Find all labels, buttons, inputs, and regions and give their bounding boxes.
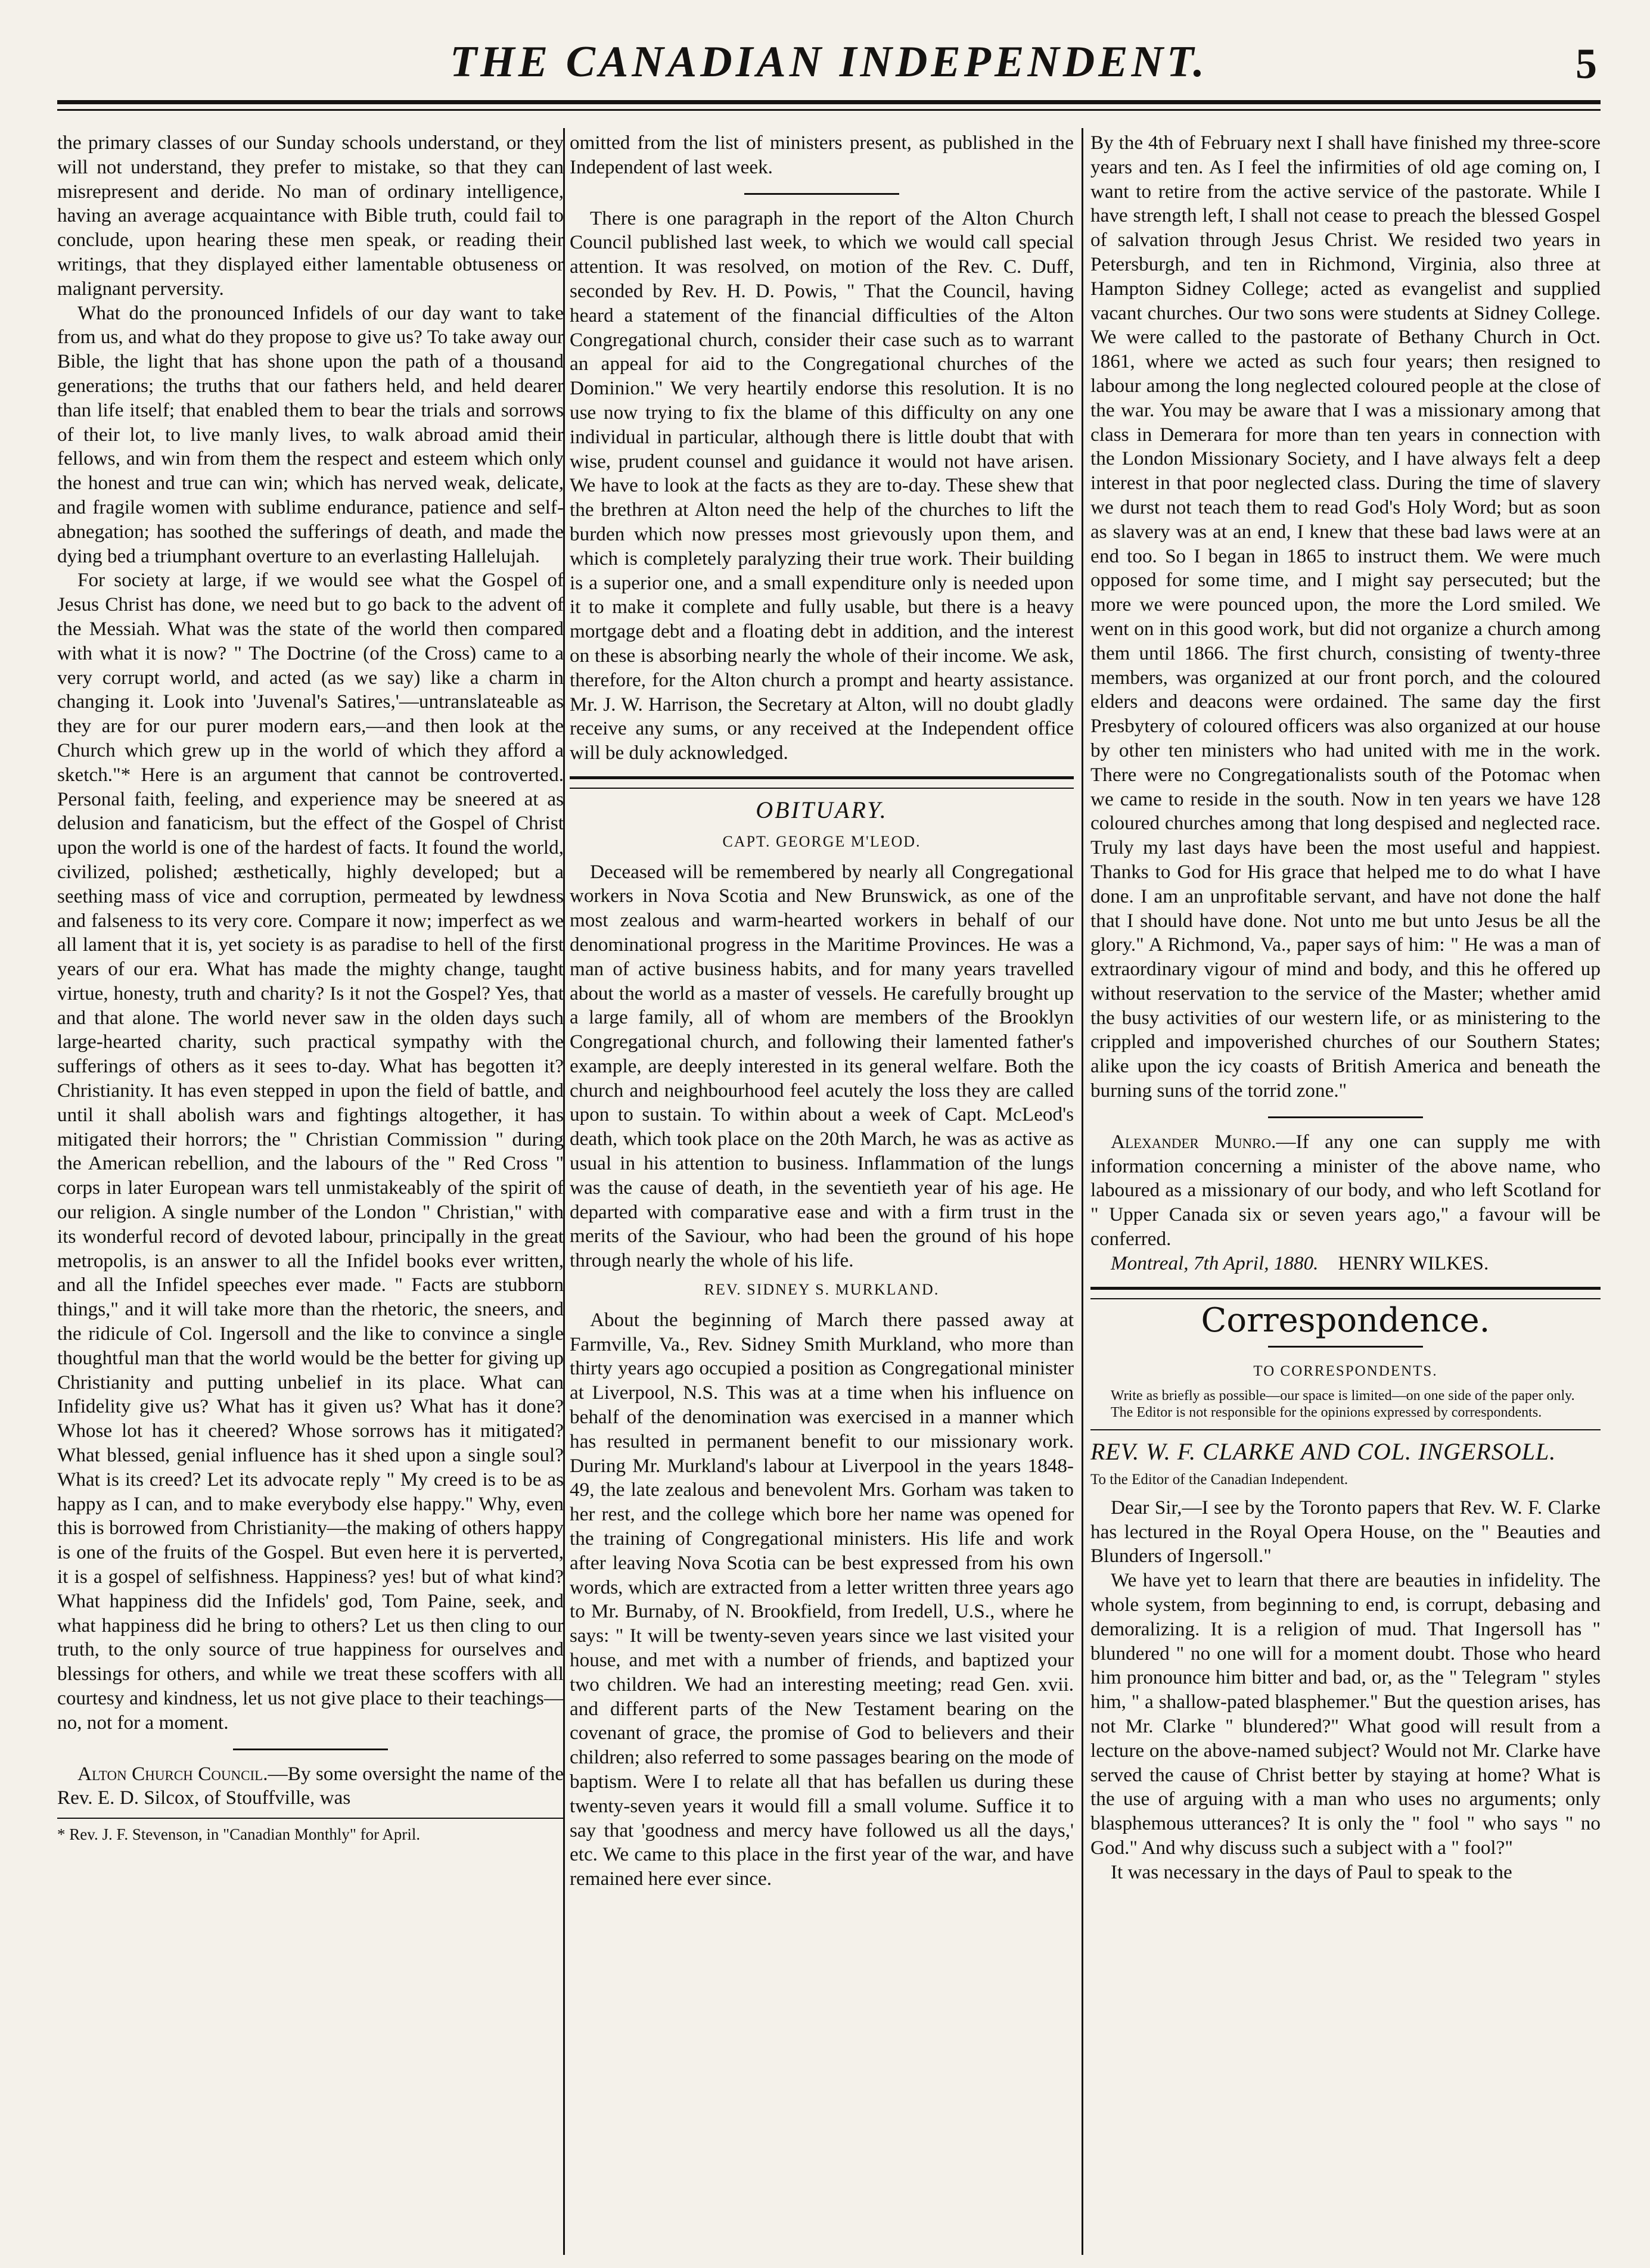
footnote: * Rev. J. F. Stevenson, in "Canadian Monthly" for April. [57, 1818, 564, 1844]
letter-salutation-line: To the Editor of the Canadian Independent. [1090, 1471, 1348, 1488]
section-rule-double-thin [570, 788, 1074, 789]
column-1 [57, 131, 564, 2240]
header-rule-thin [57, 109, 1601, 111]
section-rule-double [1090, 1287, 1601, 1290]
col3-paragraph-1: By the 4th of February next I shall have finished my three-score years and ten. As I feel the infirmities of old age coming on, I want to retire from the active service of the pastorate. While I have strength left, I shall not cease to preach the blessed Gospel of salvation through Jesus Christ. We resided two years in Petersburgh, and ten in Richmond, Virginia, also three at Hampton Sidney College; acted as evangelist and supplied vacant churches. Our two sons were students at Sidney College. We were called to the pastorate of Bethany Church in Oct. 1861, where we acted as such four years; then resigned to labour among the long neglected coloured people at the close of the war. You may be aware that I was a missionary among that class in Demerara for more than ten years in connection with the London Missionary Society, and I have always felt a deep interest in that poor neglected class. During the time of slavery we durst not teach them to read God's Holy Word; but as soon as slavery was at an end, I knew that these bad laws were at an end too. So I began in 1865 to instruct them. We were much opposed for some time, and I might say persecuted; but the more we were pounced upon, the more the Lord smiled. We went on in this good work, but did not organize a church among them until 1866. The first church, consisting of twenty-three members, was organized at our front porch, and the coloured elders and deacons were ordained. The same day the first Presbytery of coloured officers was also organized at our house by other ten ministers who had united with me in the work. There were no Congregationalists south of the Potomac when we came to reside in the south. Now in ten years we have 128 coloured churches among that long despised and neglected race. Truly my last days have been the most useful and happiest. Thanks to God for His grace that helped me to do what I have done. I am an unprofitable servant, and have not done the half that I should have done. Not unto me but unto Jesus be all the glory." A Richmond, Va., paper says of him: " He was a man of extraordinary vigour of mind and body, and this he offered up without reservation to the service of the Master; whether amid the busy activities of our western life, or as ministering to the crippled and impoverished churches of our Southern States; alike upon the icy coasts of British America and beneath the burning suns of the torrid zone." [1090, 132, 1601, 1102]
munro-signature-line [1090, 1252, 1601, 1276]
masthead [57, 37, 1601, 102]
page-number: 5 [1576, 40, 1597, 88]
section-rule [233, 1749, 388, 1750]
section-rule-double [570, 776, 1074, 779]
alton-council-notice [57, 1762, 564, 1811]
newspaper-title: THE CANADIAN INDEPENDENT. [450, 38, 1208, 86]
section-rule-double-thin [1090, 1298, 1601, 1299]
header-rule [57, 100, 1601, 104]
section-rule [1268, 1346, 1423, 1348]
alton-council-text: —By some oversight the name of the Rev. E. D. Silcox, of Stouffville, was [57, 1762, 564, 1809]
column-2 [570, 131, 1074, 2240]
munro-lead: Alexander Munro. [1111, 1130, 1276, 1153]
correspondents-note-1: Write as briefly as possible—our space is limited—on one side of the paper only. [1111, 1388, 1575, 1404]
munro-text: —If any one can supply me with information concerning a minister of the above name, who laboured as a missionary of our body, and who left Scotland for " Upper Canada six or seven years ago," a favour will be conferred. [1090, 1130, 1601, 1250]
obituary-text-2: About the beginning of March there passed away at Farmville, Va., Rev. Sidney Smith Murkland, who more than thirty years ago occupied a position as Congregational minister at Liverpool, N.S. This was at a time when his influence on behalf of the denomination was exercised in a manner which has resulted in permanent benefit to our missionary work. During Mr. Murkland's labour at Liverpool in the years 1848-49, the late zealous and benevolent Mrs. Gorham was taken to her rest, and the college which bore her name was opened for the training of Congregational ministers. His life and work after leaving Nova Scotia can be best expressed from his own words, which are extracted from a letter written three years ago to Mr. Burnaby, of N. Brookfield, from Iredell, U.S., where he says: " It will be twenty-seven years since we last visited your house, and met with a number of friends, and baptized your two children. We had an interesting meeting; read Gen. xvii. and different parts of the New Testament bearing on the covenant of grace, the promise of God to believers and their children; also referred to some passages bearing on the mode of baptism. Were I to relate all that has befallen us during these twenty-seven years it would fill a small volume. Suffice it to say that 'goodness and mercy have followed us all the days,' etc. We came to this place in the first year of the war, and have remained here ever since. [570, 1308, 1074, 1890]
alton-paragraph: There is one paragraph in the report of the Alton Church Council published last week, to which we would call special attention. It was resolved, on motion of the Rev. C. Duff, seconded by Rev. H. D. Powis, " That the Council, having heard a statement of the financial difficulties of the Alton Congregational church, consider their case such as to warrant an appeal for aid to the Congregational churches of the Dominion." We very heartily endorse this resolution. It is no use now trying to fix the blame of this difficulty on any one individual in particular, although there is little doubt that with wise, prudent counsel and guidance it would not have arisen. We have to look at the facts as they are to-day. These shew that the brethren at Alton need the help of the churches to lift the burden which now presses most grievously upon them, and which is completely paralyzing their true work. Their building is a superior one, and a small expenditure only is needed upon it to make it complete and fully usable, but there is a heavy mortgage debt and a floating debt in addition, and the interest on these is absorbing nearly the whole of their income. We ask, therefore, for the Alton church a prompt and hearty assistance. Mr. J. W. Harrison, the Secretary at Alton, will no doubt gladly receive any sums, or any received at the Independent office will be duly acknowledged. [570, 207, 1074, 764]
letter-paragraph-1: Dear Sir,—I see by the Toronto papers that Rev. W. F. Clarke has lectured in the Royal Opera House, on the " Beauties and Blunders of Ingersoll." [1090, 1496, 1601, 1567]
section-rule [744, 193, 899, 195]
letter-paragraph-2: We have yet to learn that there are beauties in infidelity. The whole system, from beginning to end, is corrupt, debasing and demoralizing. It is a religion of mud. That Ingersoll has " blundered " no one will for a moment doubt. Those who heard him pronounce him bitter and bad, or, as the " Telegram " styles him, " a shallow-pated blasphemer." But the question arises, has not Mr. Clarke " blundered?" What good will result from a lecture on the above-named subject? Would not Mr. Clarke have served the cause of Christ better by staying at home? What is the use of arguing with a man who uses no arguments; only blasphemous utterances? It is only the " fool " who says " no God." And why discuss such a subject with a " fool?" [1090, 1569, 1601, 1859]
letter-paragraph-3: It was necessary in the days of Paul to speak to the [1111, 1861, 1512, 1883]
section-rule-thin [1090, 1429, 1601, 1430]
obituary-heading: OBITUARY. [756, 796, 888, 823]
section-rule [1268, 1116, 1423, 1118]
obituary-name-1: CAPT. GEORGE M'LEOD. [722, 832, 921, 850]
to-correspondents-heading: TO CORRESPONDENTS. [1253, 1363, 1438, 1380]
letter-heading: REV. W. F. CLARKE AND COL. INGERSOLL. [1090, 1438, 1556, 1466]
col1-paragraph-2: What do the pronounced Infidels of our day want to take from us, and what do they propose to give us? To take away our Bible, the light that has shone upon the path of a thousand generations; the truths that our fathers held, and held dearer than life itself; that enabled them to bear the trials and sorrows of their lot, to live manly lives, to walk abroad amid their fellows, and win from them the respect and esteem which only the honest and true can win; which has nerved weak, delicate, and fragile women with sublime endurance, patience and self-abnegation; has soothed the sufferings of death, and made the dying bed a triumphant overture to an everlasting Hallelujah. [57, 301, 564, 567]
column-3 [1090, 131, 1601, 2240]
correspondence-heading: Correspondence. [1201, 1301, 1490, 1340]
column-divider-2 [1082, 128, 1083, 2255]
munro-place-date: Montreal, 7th April, 1880. [1111, 1252, 1319, 1274]
correspondents-note-2: The Editor is not responsible for the opinions expressed by correspondents. [1111, 1405, 1542, 1421]
munro-signature: HENRY WILKES. [1338, 1252, 1489, 1274]
munro-notice [1090, 1130, 1601, 1252]
col2-paragraph-1: omitted from the list of ministers present, as published in the Independent of last week. [570, 132, 1074, 178]
obituary-text-1: Deceased will be remembered by nearly all Congregational workers in Nova Scotia and New Brunswick, as one of the most zealous and warm-hearted workers in behalf of our denominational progress in the Maritime Provinces. He was a man of active business habits, and for many years travelled about the world as a master of vessels. He carefully brought up a large family, all of whom are members of the Brooklyn Congregational church, and following their lamented father's example, are deeply interested in its general welfare. Both the church and neighbourhood feel acutely the loss they are called upon to sustain. To within about a week of Capt. McLeod's death, which took place on the 20th March, he was as active as usual in his attention to business. Inflammation of the lungs was the cause of death, in the seventieth year of his age. He departed with comparative ease and with a firm trust in the merits of the Saviour, who had been the ground of his hope through nearly the whole of his life. [570, 860, 1074, 1272]
col1-paragraph-1: the primary classes of our Sunday schools understand, or they will not understand, they prefer to mistake, so that they can misrepresent and deride. No man of ordinary intelligence, having an average acquaintance with Bible truth, could fail to conclude, upon hearing these men speak, or reading their writings, that they displayed either lamentable obtuseness or malignant perversity. [57, 132, 564, 300]
obituary-name-2: REV. SIDNEY S. MURKLAND. [704, 1281, 940, 1299]
col1-paragraph-3: For society at large, if we would see what the Gospel of Jesus Christ has done, we need but to go back to the advent of the Messiah. What was the state of the world then compared with what it is now? " The Doctrine (of the Cross) came to a very corrupt world, and acted (as we say) like a charm in changing it. Look into 'Juvenal's Satires,'—untranslateable as they are for our purer modern ears,—and then look at the Church which grew up in the world of which they afford a sketch."* Here is an argument that cannot be controverted. Personal faith, feeling, and experience may be sneered at as delusion and fanaticism, but the effect of the Gospel of Christ upon the world is one of the hardest of facts. It found the world, civilized, polished; æsthetically, highly developed; but a seething mass of vice and corruption, permeated by lewdness and falseness to its very core. Compare it now; imperfect as we all lament that it is, yet society is as paradise to hell of the first years of our era. What has made the mighty change, taught virtue, honesty, truth and charity? Is it not the Gospel? Yes, that and that alone. The world never saw in the olden days such large-hearted charity, such practical sympathy with the sufferings of others as it sees to-day. What has begotten it? Christianity. It has even stepped in upon the field of battle, and until it shall abolish wars and fightings altogether, it has mitigated their horrors; the " Christian Commission " during the American rebellion, and the labours of the " Red Cross " corps in later European wars tell unmistakeably of the spirit of our religion. A single number of the London " Christian," with its wonderful record of devoted labour, principally in the great metropolis, is an answer to all the Infidel books ever written, and all the Infidel speeches ever made. " Facts are stubborn things," and it will take more than the rhetoric, the sneers, and the ridicule of Col. Ingersoll and the like to convince a single thoughtful man that the world would be the better for giving up Christianity and putting unbelief in its place. What can Infidelity give us? What has it given us? What has it done? Whose lot has it cheered? Whose sorrows has it mitigated? What blessed, genial influence has it shed upon a single soul? What is its creed? Let its advocate reply " My creed is to be as happy as I can, and to make everybody else happy." Why, even this is borrowed from Christianity—the making of others happy is one of the fruits of the Gospel. But even here it is perverted, it is a gospel of selfishness. Happiness? yes! but of what kind? What happiness did the Infidels' god, Tom Paine, seek, and what happiness did he bring to others? Let us then cling to our truth, to the only source of true happiness for ourselves and blessings for others, and while we treat these scoffers with all courtesy and kindness, let us not give place to their teachings—no, not for a moment. [57, 569, 564, 1734]
alton-council-lead: Alton Church Council. [77, 1762, 268, 1785]
